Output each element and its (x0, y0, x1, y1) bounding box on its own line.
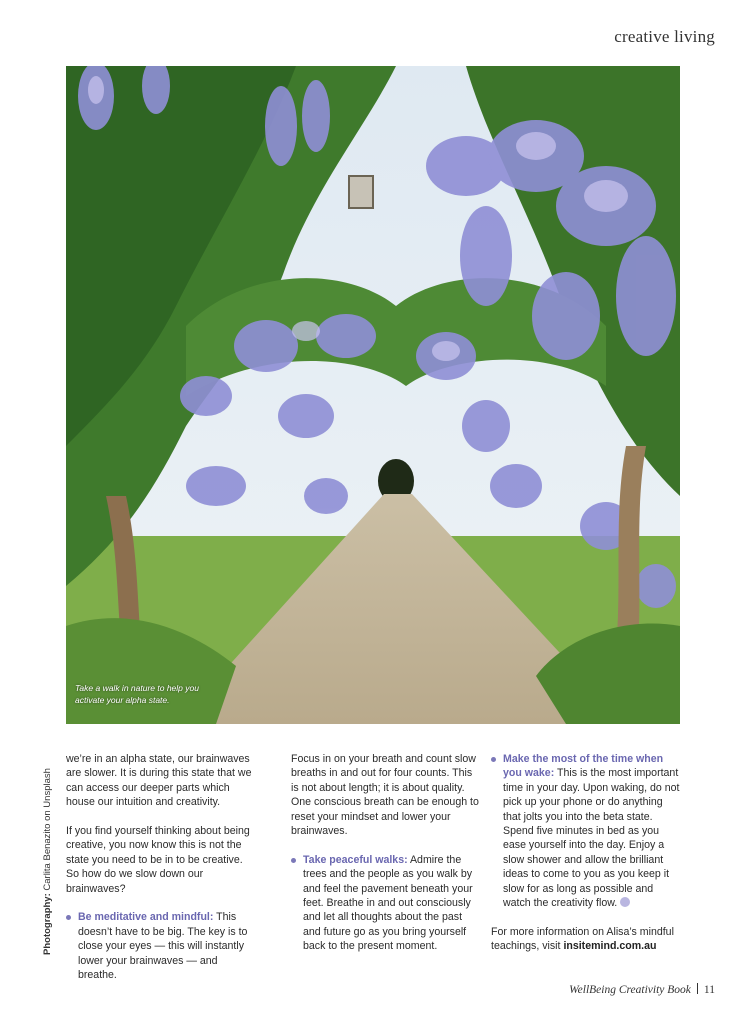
tip-bullet (491, 752, 681, 910)
tip-heading: Make the most of the time when you wake: (503, 753, 664, 780)
website-link[interactable]: insitemind.com.au (563, 940, 657, 953)
footer-divider (697, 983, 698, 994)
paragraph: we’re in an alpha state, our brainwaves are slower. It is during this state that we can access our deeper parts which house our intuition and creativity. (66, 753, 252, 809)
tip-heading: Take peaceful walks: (303, 853, 408, 866)
text-column-3 (491, 752, 681, 968)
bullet-dot-icon (491, 757, 496, 762)
photo-credit-text: Carlita Benazito on Unsplash (42, 768, 53, 891)
text-column-2 (291, 752, 481, 968)
tip-bullet (291, 853, 481, 954)
tip-heading: Be meditative and mindful: (78, 911, 214, 924)
paragraph: Focus in on your breath and count slow breaths in and out for four counts. This is not about length; it is about quality. One conscious breath can be enough to reset your mindset and lower your brainwaves. (291, 753, 479, 838)
page-number: 11 (703, 984, 715, 996)
more-info-text: For more information on Alisa’s mindful teachings, visit (491, 925, 674, 953)
paragraph: If you find yourself thinking about being creative, you now know this is not the state you need to be in to be creative. So how do we slow down our brainwaves? (66, 825, 250, 895)
more-info (491, 925, 681, 954)
section-label: creative living (614, 27, 715, 46)
bullet-dot-icon (291, 858, 296, 863)
end-mark-icon (620, 897, 630, 907)
tip-bullet (66, 910, 256, 982)
photo-credit (42, 768, 53, 955)
photo-credit-label: Photography: (42, 893, 53, 955)
text-column-1 (66, 752, 256, 997)
photo-caption: Take a walk in nature to help you activate your alpha state. (75, 683, 199, 705)
publication-title: WellBeing Creativity Book (569, 984, 691, 996)
tip-text: This is the most important time in your day. Upon waking, do not pick up your phone or do anything that jolts you into the beta state. Spend five minutes in bed as you ease yourself into the day. Enjoy a slow shower and allow the brilliant ideas to come to you as you keep it slow for as long as possible and watch the creativity flow. (503, 767, 680, 910)
tip-text: Admire the trees and the people as you walk by and feel the pavement beneath your feet. Breathe in and out consciously and let all thoughts about the past and future go as you bring yourself back to the present moment. (303, 853, 473, 953)
wisteria-photo (66, 66, 680, 724)
bullet-dot-icon (66, 915, 71, 920)
wisteria-photo-illustration (66, 66, 680, 724)
tip-text: This doesn’t have to be big. The key is to close your eyes — this will instantly lower your brainwaves — and breathe. (78, 911, 248, 982)
page-footer (569, 983, 715, 996)
